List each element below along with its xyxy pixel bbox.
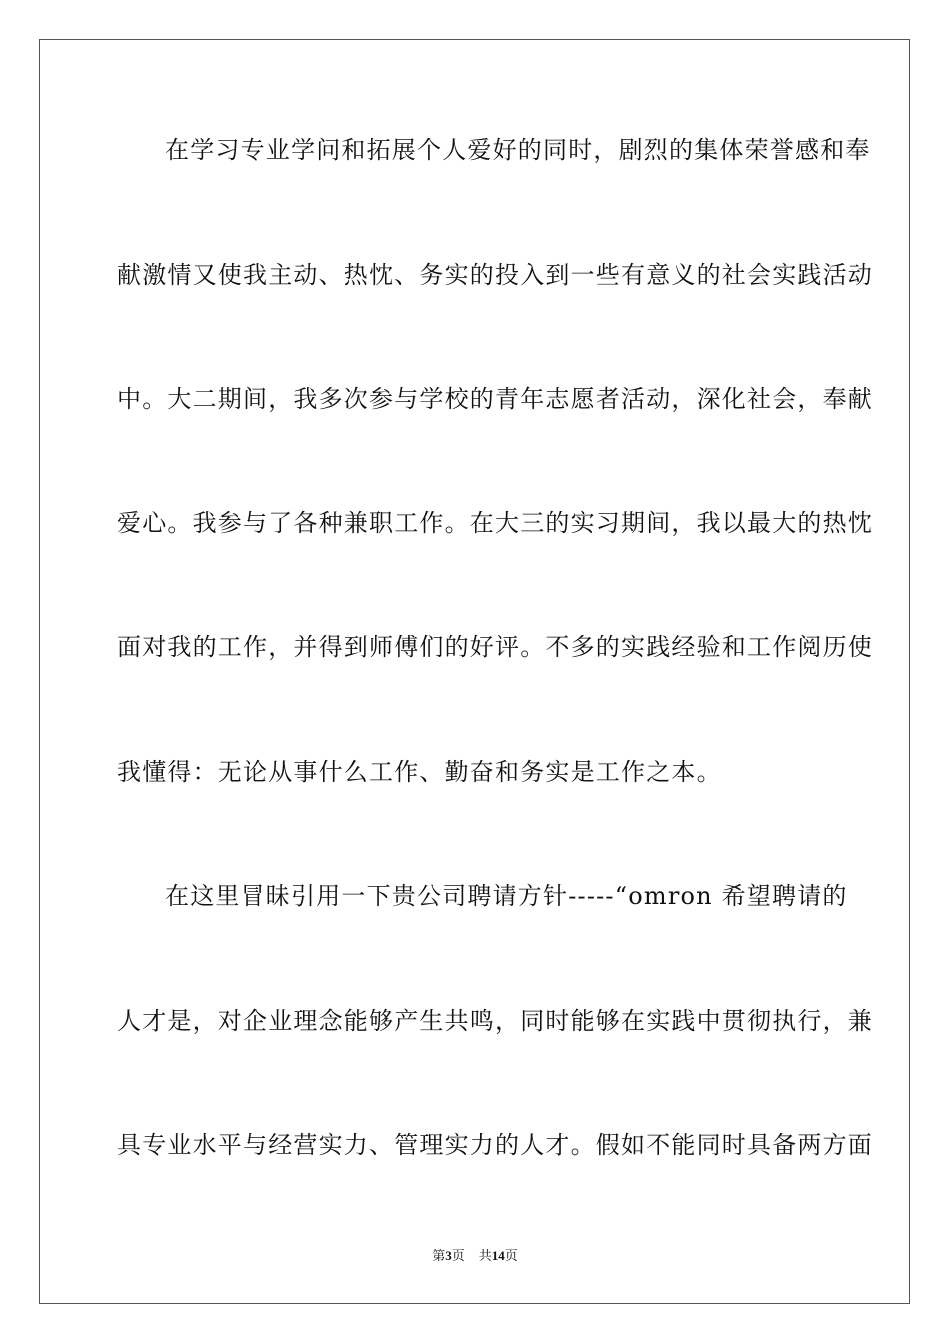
footer-total-number: 14 <box>491 1248 505 1263</box>
footer-total-suffix: 页 <box>504 1248 518 1263</box>
paragraph-2-line-3: 具专业水平与经营实力、管理实力的人才。假如不能同时具备两方面 <box>117 1131 873 1159</box>
paragraph-1-line-4: 爱心。我参与了各种兼职工作。在大三的实习期间，我以最大的热忱 <box>117 509 873 537</box>
paragraph-2-line-1: 在这里冒昧引用一下贵公司聘请方针-----“omron 希望聘请的 <box>165 882 848 910</box>
page-footer <box>0 1248 950 1264</box>
paragraph-1-line-2: 献激情又使我主动、热忱、务实的投入到一些有意义的社会实践活动 <box>117 261 873 289</box>
footer-page-suffix: 页 <box>451 1248 465 1263</box>
paragraph-1-line-1: 在学习专业学问和拓展个人爱好的同时，剧烈的集体荣誉感和奉 <box>165 136 871 164</box>
paragraph-2-line-2: 人才是，对企业理念能够产生共鸣，同时能够在实践中贯彻执行，兼 <box>117 1007 873 1035</box>
footer-page-prefix: 第 <box>432 1248 446 1263</box>
page-border <box>39 39 910 1304</box>
footer-page-number: 3 <box>445 1248 452 1263</box>
paragraph-1-line-5: 面对我的工作，并得到师傅们的好评。不多的实践经验和工作阅历使 <box>117 633 873 661</box>
paragraph-1-line-3: 中。大二期间，我多次参与学校的青年志愿者活动，深化社会，奉献 <box>117 385 873 413</box>
paragraph-1-line-6: 我懂得：无论从事什么工作、勤奋和务实是工作之本。 <box>117 758 722 786</box>
footer-total-prefix: 共 <box>478 1248 492 1263</box>
